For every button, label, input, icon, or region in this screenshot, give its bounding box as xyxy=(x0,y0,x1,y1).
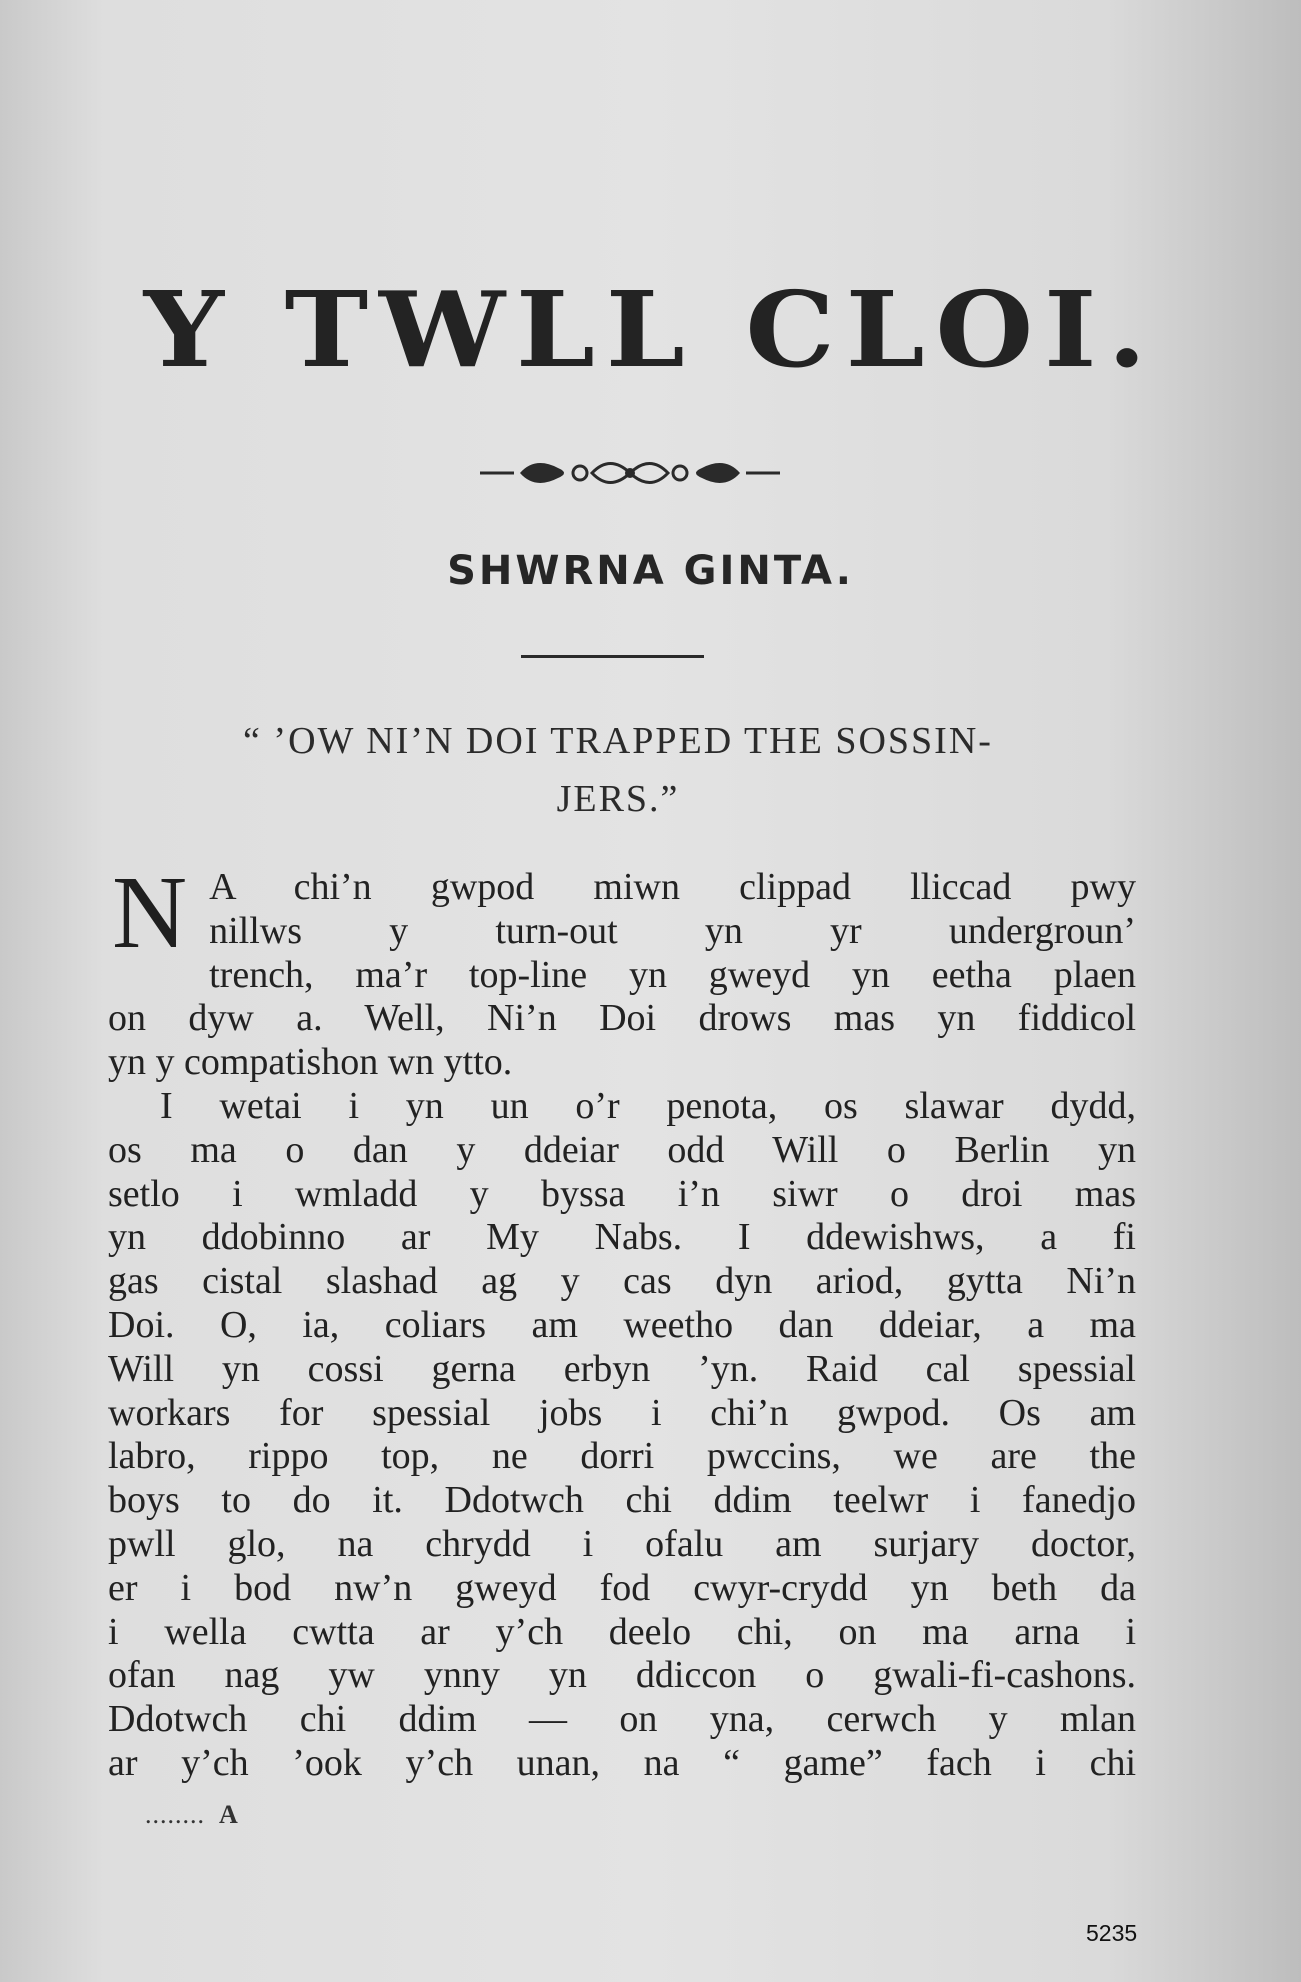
paragraph xyxy=(108,855,1136,1085)
signature-mark xyxy=(145,1800,238,1830)
text-line: ofan nag yw ynny yn ddiccon o gwali-fi-cashons. xyxy=(108,1654,1136,1697)
signature-dots: ........ xyxy=(145,1800,205,1829)
paragraph xyxy=(108,1085,1136,1786)
text-line: nillws y turn-out yn yr undergroun’ xyxy=(209,909,1136,952)
signature-letter: A xyxy=(219,1800,238,1829)
epigraph xyxy=(108,712,1128,828)
text-line: Will yn cossi gerna erbyn ’yn. Raid cal spessial xyxy=(108,1347,1136,1390)
text-line: er i bod nw’n gweyd fod cwyr-crydd yn beth da xyxy=(108,1566,1136,1609)
text-line: os ma o dan y ddeiar odd Will o Berlin yn xyxy=(108,1128,1136,1171)
text-line: A chi’n gwpod miwn clippad lliccad pwy xyxy=(209,866,1136,908)
text-line: i wella cwtta ar y’ch deelo chi, on ma arna i xyxy=(108,1610,1136,1653)
body-text xyxy=(108,855,1136,1786)
text-line: yn y compatishon wn ytto. xyxy=(108,1041,513,1084)
text-line: setlo i wmladd y byssa i’n siwr o droi mas xyxy=(108,1172,1136,1215)
ornament-flourish-icon xyxy=(480,450,780,496)
folio-number: 5235 xyxy=(1086,1920,1138,1946)
text-line: ar y’ch ’ook y’ch unan, na “ game” fach i chi xyxy=(108,1741,1136,1784)
epigraph-line: JERS.” xyxy=(556,778,680,820)
text-line: Ddotwch chi ddim — on yna, cerwch y mlan xyxy=(108,1698,1136,1741)
text-line: pwll glo, na chrydd i ofalu am surjary doctor, xyxy=(108,1522,1136,1565)
text-line: labro, rippo top, ne dorri pwccins, we are the xyxy=(108,1435,1136,1478)
epigraph-line: “ ’OW NI’N DOI TRAPPED THE SOSSIN- xyxy=(243,720,993,762)
text-line: yn ddobinno ar My Nabs. I ddewishws, a fi xyxy=(108,1216,1136,1259)
page-title: Y TWLL CLOI. xyxy=(143,268,1158,391)
drop-cap: N xyxy=(112,855,188,970)
text-line: boys to do it. Ddotwch chi ddim teelwr i fanedjo xyxy=(108,1479,1136,1522)
text-line: trench, ma’r top-line yn gweyd yn eetha plaen xyxy=(209,953,1136,996)
text-line: on dyw a. Well, Ni’n Doi drows mas yn fiddicol xyxy=(108,997,1136,1040)
divider-rule xyxy=(521,655,704,658)
text-line: workars for spessial jobs i chi’n gwpod. Os am xyxy=(108,1391,1136,1434)
chapter-heading: SHWRNA GINTA. xyxy=(447,548,854,594)
text-line: gas cistal slashad ag y cas dyn ariod, gytta Ni’n xyxy=(108,1260,1136,1303)
text-line: Doi. O, ia, coliars am weetho dan ddeiar, a ma xyxy=(108,1303,1136,1346)
text-line: I wetai i yn un o’r penota, os slawar dydd, xyxy=(160,1084,1136,1127)
